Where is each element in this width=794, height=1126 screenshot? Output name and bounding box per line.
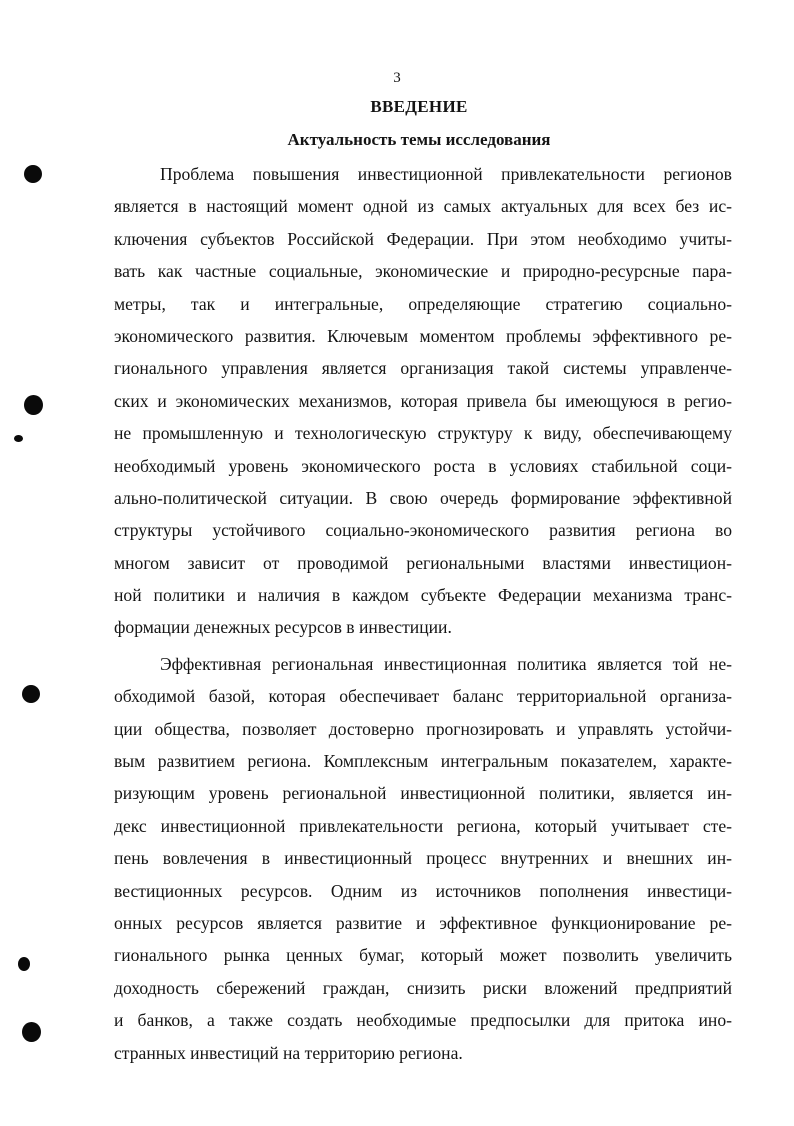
text-line: вым развитием региона. Комплексным интегральным показателем, характе- xyxy=(114,751,732,772)
text-line: ально-политической ситуации. В свою очередь формирование эффективной xyxy=(114,487,732,508)
page-number: 3 xyxy=(393,70,401,86)
punch-hole-2 xyxy=(24,395,43,415)
text-line: является в настоящий момент одной из самых актуальных для всех без ис- xyxy=(114,196,732,217)
text-line: ских и экономических механизмов, которая привела бы имеющуюся в регио- xyxy=(114,390,732,411)
punch-hole-6 xyxy=(22,1022,41,1042)
text-line: не промышленную и технологическую структуру к виду, обеспечивающему xyxy=(114,423,732,444)
text-line: пень вовлечения в инвестиционный процесс внутренних и внешних ин- xyxy=(114,848,732,869)
text-line: Проблема повышения инвестиционной привлекательности регионов xyxy=(160,164,732,184)
page-title: ВВЕДЕНИЕ xyxy=(370,97,468,116)
paragraph-2 xyxy=(114,648,732,1069)
text-line: декс инвестиционной привлекательности региона, который учитывает сте- xyxy=(114,815,732,836)
text-line: онных ресурсов является развитие и эффективное функционирование ре- xyxy=(114,912,732,933)
text-line: экономического развития. Ключевым моментом проблемы эффективного ре- xyxy=(114,325,732,346)
text-line: ной политики и наличия в каждом субъекте Федерации механизма транс- xyxy=(114,585,732,606)
text-line: метры, так и интегральные, определяющие стратегию социально- xyxy=(114,293,732,314)
text-line: доходность сбережений граждан, снизить риски вложений предприятий xyxy=(114,977,732,998)
body-text xyxy=(114,158,732,1069)
text-line: и банков, а также создать необходимые предпосылки для притока ино- xyxy=(114,1010,732,1031)
punch-hole-3 xyxy=(14,435,23,442)
text-line: структуры устойчивого социально-экономического развития региона во xyxy=(114,520,732,541)
punch-hole-4 xyxy=(22,685,40,703)
punch-hole-1 xyxy=(24,165,42,183)
text-line: вестиционных ресурсов. Одним из источников пополнения инвестици- xyxy=(114,880,732,901)
text-line: необходимый уровень экономического роста в условиях стабильной соци- xyxy=(114,455,732,476)
text-line: гионального управления является организация такой системы управленче- xyxy=(114,358,732,379)
text-line: ции общества, позволяет достоверно прогнозировать и управлять устойчи- xyxy=(114,718,732,739)
text-line: ключения субъектов Российской Федерации. При этом необходимо учиты- xyxy=(114,228,732,249)
text-line: Эффективная региональная инвестиционная политика является той не- xyxy=(160,653,732,674)
text-line: странных инвестиций на территорию региона. xyxy=(114,1042,463,1063)
section-title: Актуальность темы исследования xyxy=(287,130,551,149)
paragraph-1 xyxy=(114,158,732,644)
text-line: вать как частные социальные, экономические и природно-ресурсные пара- xyxy=(114,261,732,282)
text-line: ризующим уровень региональной инвестиционной политики, является ин- xyxy=(114,783,732,804)
text-line: гионального рынка ценных бумаг, который может позволить увеличить xyxy=(114,945,732,966)
text-line: многом зависит от проводимой региональными властями инвестицион- xyxy=(114,552,732,573)
text-line: обходимой базой, которая обеспечивает баланс территориальной организа- xyxy=(114,686,732,707)
text-line: формации денежных ресурсов в инвестиции. xyxy=(114,617,452,638)
punch-hole-5 xyxy=(18,957,30,971)
